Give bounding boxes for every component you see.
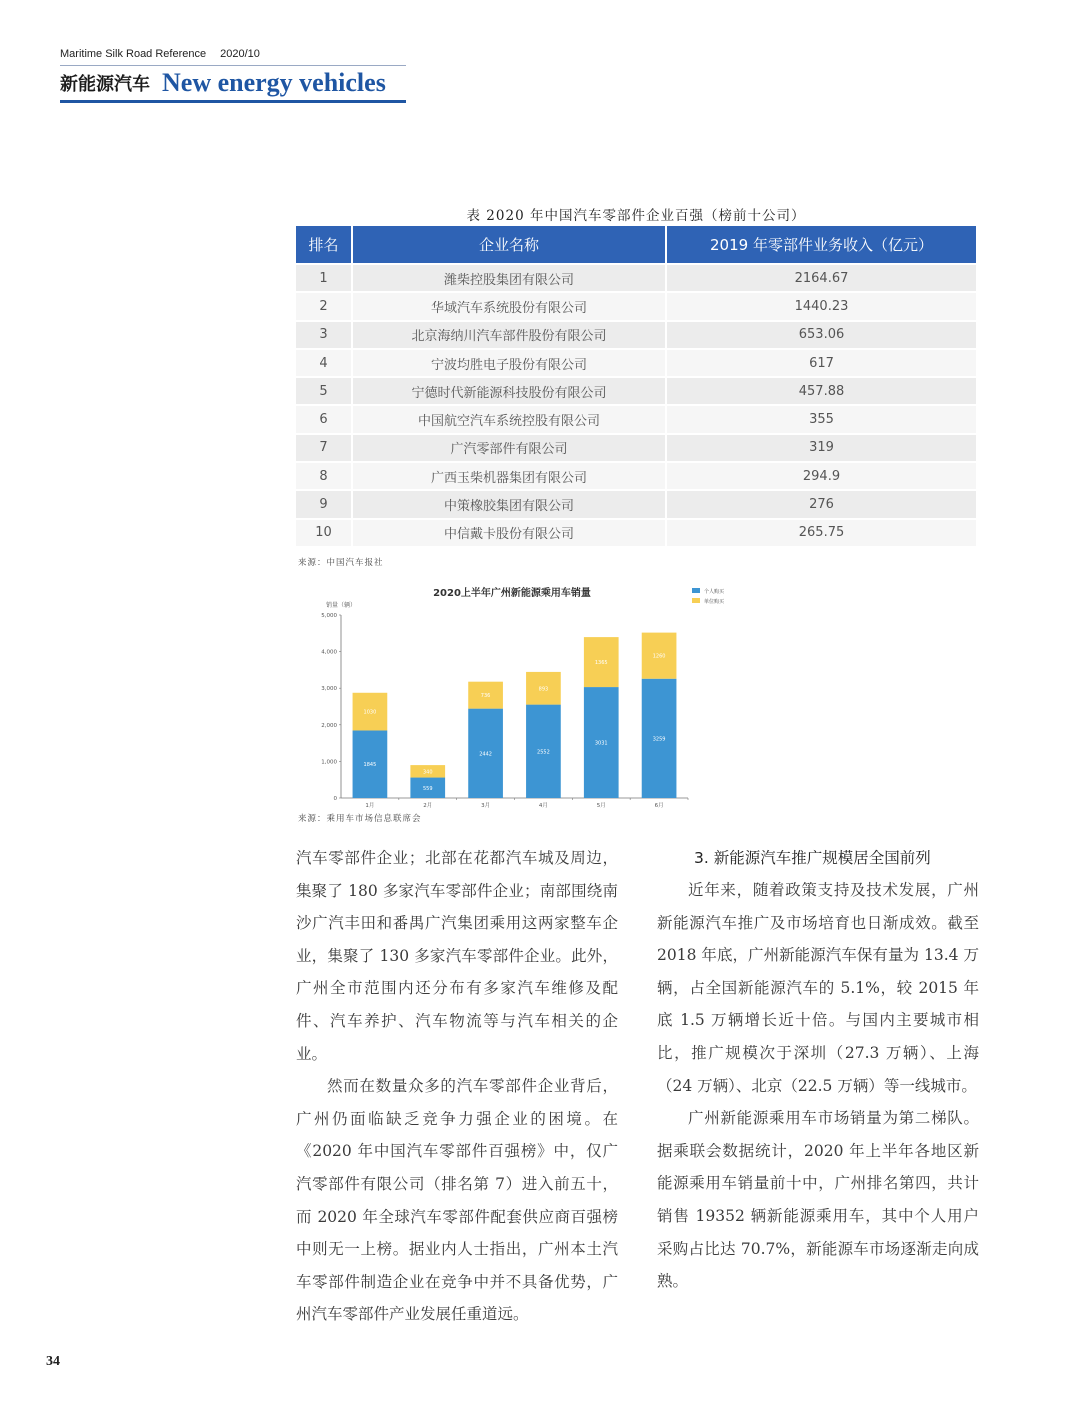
company-cell: 华域汽车系统股份有限公司 [353,291,667,319]
running-header [60,48,274,60]
revenue-cell: 1440.23 [667,291,976,319]
x-tick-label: 6月 [654,803,664,809]
company-cell: 中信戴卡股份有限公司 [353,518,667,546]
data-label: 1365 [594,660,608,667]
chart-source: 来源：乘用车市场信息联席会 [298,814,422,824]
left-column [296,842,618,1331]
page-number: 34 [46,1354,60,1369]
table-caption: 表 2020 年中国汽车零部件企业百强（榜前十公司） [466,208,806,224]
section-title-underline [60,100,406,103]
y-tick-label: 0 [333,796,337,802]
chart-y-axis-label: 销量（辆） [326,602,357,609]
y-tick-label: 4,000 [321,649,337,656]
rank-cell: 5 [296,376,353,404]
rank-cell: 7 [296,433,353,461]
data-label: 1260 [652,653,666,660]
rank-cell: 10 [296,518,353,546]
company-cell: 中国航空汽车系统控股有限公司 [353,404,667,432]
y-tick-label: 5,000 [321,613,337,619]
table-row [296,320,976,348]
right-paragraph-1: 近年来，随着政策支持及技术发展，广州新能源汽车推广及市场培育也日渐成效。截至 2018 年底，广州新能源汽车保有量为 13.4 万辆，占全国新能源汽车的 5.1%，较 2015 年底 1.5 万辆增长近十倍。与国内主要城市相比，推广规模次于深圳（27.3 万辆）、上海（24 万辆）、北京（22.5 万辆）等一线城市。 [657,881,979,1095]
revenue-cell: 653.06 [667,320,976,348]
data-label: 736 [480,693,491,700]
table-row [296,291,976,319]
right-paragraph-2: 广州新能源乘用车市场销量为第二梯队。据乘联会数据统计，2020 年上半年各地区新能源乘用车销量前十中，广州排名第四，共计销售 19352 辆新能源乘用车，其中个人用户采购占比达 70.7%，新能源车市场逐渐走向成熟。 [657,1109,979,1291]
publication-name: Maritime Silk Road Reference [60,48,207,60]
data-label: 559 [422,785,433,792]
data-label: 893 [538,686,549,693]
table-header-revenue: 2019 年零部件业务收入（亿元） [667,226,976,263]
table-body [296,263,976,546]
legend-label: 个人购买 [704,589,725,595]
header-rule [60,65,406,66]
rank-cell: 1 [296,263,353,291]
company-cell: 潍柴控股集团有限公司 [353,263,667,291]
chart-bars [353,633,677,798]
table-row [296,263,976,291]
rank-cell: 6 [296,404,353,432]
rank-cell: 2 [296,291,353,319]
table-row [296,348,976,376]
revenue-cell: 276 [667,489,976,517]
table-header-company: 企业名称 [353,226,667,263]
data-label: 1845 [363,762,377,769]
sales-chart [296,578,736,810]
table-row [296,433,976,461]
section-title-en: New energy vehicles [162,68,386,97]
rank-cell: 8 [296,461,353,489]
revenue-cell: 355 [667,404,976,432]
legend-label: 单位购买 [704,599,725,605]
table-header-rank: 排名 [296,226,353,263]
table-row [296,489,976,517]
revenue-cell: 2164.67 [667,263,976,291]
x-tick-label: 1月 [365,803,375,809]
rank-cell: 4 [296,348,353,376]
data-label: 2442 [479,751,492,758]
legend-swatch [692,588,700,593]
chart-legend [692,588,725,605]
revenue-cell: 294.9 [667,461,976,489]
data-label: 340 [422,769,433,776]
y-tick-label: 3,000 [321,686,337,693]
company-cell: 广汽零部件有限公司 [353,433,667,461]
company-cell: 广西玉柴机器集团有限公司 [353,461,667,489]
ranking-table [296,226,976,546]
company-cell: 宁波均胜电子股份有限公司 [353,348,667,376]
table-source: 来源：中国汽车报社 [298,558,384,568]
legend-swatch [692,598,700,603]
company-cell: 中策橡胶集团有限公司 [353,489,667,517]
table-row [296,518,976,546]
table-row [296,461,976,489]
x-tick-label: 4月 [538,803,548,809]
table-row [296,376,976,404]
section-title-cn: 新能源汽车 [60,74,150,95]
x-tick-label: 2月 [423,803,433,809]
table-row [296,404,976,432]
x-tick-label: 3月 [481,803,491,809]
revenue-cell: 457.88 [667,376,976,404]
chart-title: 2020上半年广州新能源乘用车销量 [433,588,591,599]
data-label: 2552 [537,749,550,756]
section-heading: 3. 新能源汽车推广规模居全国前列 [694,849,931,867]
y-tick-label: 2,000 [321,722,337,729]
left-paragraph-1: 汽车零部件企业；北部在花都汽车城及周边，集聚了 180 多家汽车零部件企业；南部围绕南沙广汽丰田和番禺广汽集团乘用这两家整车企业，集聚了 130 多家汽车零部件企业。此外，广州全市范围内还分布有多家汽车维修及配件、汽车养护、汽车物流等与汽车相关的企业。 [296,849,618,1063]
data-label: 1030 [363,709,377,716]
issue-number: 2020/10 [220,48,260,60]
revenue-cell: 617 [667,348,976,376]
rank-cell: 3 [296,320,353,348]
right-column [657,874,979,1298]
data-label: 3031 [594,740,608,747]
revenue-cell: 265.75 [667,518,976,546]
data-label: 3259 [652,736,666,743]
y-tick-label: 1,000 [321,759,337,766]
company-cell: 宁德时代新能源科技股份有限公司 [353,376,667,404]
company-cell: 北京海纳川汽车部件股份有限公司 [353,320,667,348]
x-tick-label: 5月 [596,803,606,809]
revenue-cell: 319 [667,433,976,461]
section-title [60,68,386,100]
left-paragraph-2: 然而在数量众多的汽车零部件企业背后，广州仍面临缺乏竞争力强企业的困境。在《2020 年中国汽车零部件百强榜》中，仅广汽零部件有限公司（排名第 7）进入前五十，而 2020 年全球汽车零部件配套供应商百强榜中则无一上榜。据业内人士指出，广州本土汽车零部件制造企业在竞争中并不具备优势，广州汽车零部件产业发展任重道远。 [296,1077,618,1324]
rank-cell: 9 [296,489,353,517]
